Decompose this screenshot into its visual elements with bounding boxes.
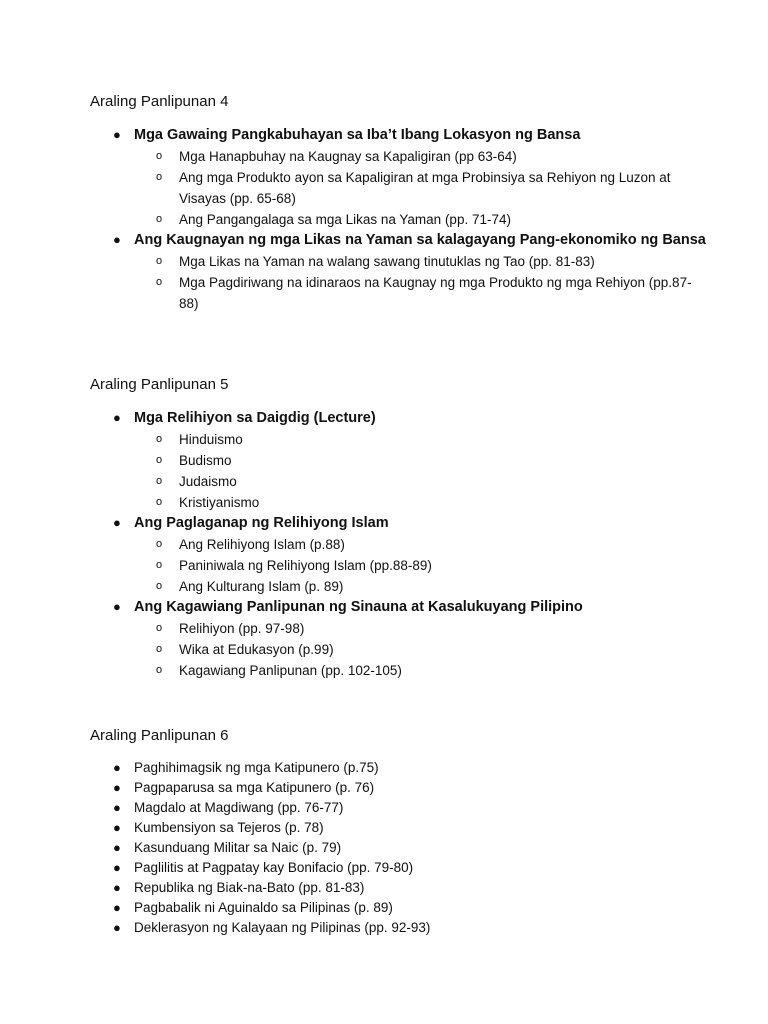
subtopic-label: Judaismo [179, 474, 237, 489]
section-title: Araling Panlipunan 6 [90, 727, 229, 744]
list-item [90, 778, 710, 798]
subtopic-list [134, 251, 710, 314]
circle-bullet-icon: o [156, 664, 163, 676]
bullet-icon: ● [113, 232, 121, 247]
subtopic-item [134, 534, 710, 555]
subtopic-item [134, 209, 710, 230]
subtopic-item [134, 555, 710, 576]
subtopic-item [134, 450, 710, 471]
list-item-label: Paglilitis at Pagpatay kay Bonifacio (pp. 79-80) [134, 860, 414, 875]
list-item [90, 818, 710, 838]
circle-bullet-icon: o [156, 150, 163, 162]
circle-bullet-icon: o [156, 255, 163, 267]
subtopic-item [134, 492, 710, 513]
circle-bullet-icon: o [156, 433, 163, 445]
circle-bullet-icon: o [156, 643, 163, 655]
subtopic-label: Relihiyon (pp. 97-98) [179, 621, 305, 636]
circle-bullet-icon: o [156, 580, 163, 592]
list-item [90, 798, 710, 818]
subtopic-label: Ang mga Produkto ayon sa Kapaligiran at mga Probinsiya sa Rehiyon ng Luzon at Visayas (pp. 65-68) [179, 170, 671, 206]
section-title: Araling Panlipunan 5 [90, 376, 229, 393]
bullet-icon: ● [113, 860, 121, 875]
list-item [90, 858, 710, 878]
subtopic-label: Hinduismo [179, 432, 243, 447]
bullet-icon: ● [113, 880, 121, 895]
list-item-label: Deklerasyon ng Kalayaan ng Pilipinas (pp. 92-93) [134, 920, 431, 935]
subtopic-item [134, 429, 710, 450]
bullet-icon: ● [113, 800, 121, 815]
circle-bullet-icon: o [156, 213, 163, 225]
subtopic-item [134, 618, 710, 639]
topic-item [90, 513, 710, 597]
subtopic-label: Kristiyanismo [179, 495, 260, 510]
list-item-label: Kumbensiyon sa Tejeros (p. 78) [134, 820, 324, 835]
subtopic-item [134, 471, 710, 492]
subtopic-item [134, 146, 710, 167]
topic-list [90, 125, 710, 314]
bullet-icon: ● [113, 920, 121, 935]
subtopic-list [134, 146, 710, 230]
topic-label: Ang Kaugnayan ng mga Likas na Yaman sa kalagayang Pang-ekonomiko ng Bansa [134, 232, 706, 248]
topic-item [90, 408, 710, 513]
subtopic-label: Mga Likas na Yaman na walang sawang tinutuklas ng Tao (pp. 81-83) [179, 254, 595, 269]
circle-bullet-icon: o [156, 559, 163, 571]
topic-label: Ang Paglaganap ng Relihiyong Islam [134, 515, 389, 531]
circle-bullet-icon: o [156, 454, 163, 466]
subtopic-label: Kagawiang Panlipunan (pp. 102-105) [179, 663, 402, 678]
circle-bullet-icon: o [156, 475, 163, 487]
bullet-icon: ● [113, 820, 121, 835]
topic-item [90, 230, 710, 314]
subtopic-item [134, 639, 710, 660]
subtopic-label: Ang Pangangalaga sa mga Likas na Yaman (pp. 71-74) [179, 212, 511, 227]
subtopic-list [134, 534, 710, 597]
subtopic-item [134, 660, 710, 681]
subtopic-list [134, 429, 710, 513]
subtopic-label: Ang Relihiyong Islam (p.88) [179, 537, 345, 552]
circle-bullet-icon: o [156, 171, 163, 183]
subtopic-label: Paniniwala ng Relihiyong Islam (pp.88-89) [179, 558, 432, 573]
list-item [90, 838, 710, 858]
circle-bullet-icon: o [156, 276, 163, 288]
list-item-label: Pagbabalik ni Aguinaldo sa Pilipinas (p. 89) [134, 900, 393, 915]
section-ap4 [90, 92, 710, 314]
subtopic-item [134, 576, 710, 597]
list-item [90, 898, 710, 918]
topic-item [90, 597, 710, 681]
subtopic-item [134, 251, 710, 272]
list-item-label: Kasunduang Militar sa Naic (p. 79) [134, 840, 342, 855]
bullet-icon: ● [113, 410, 121, 425]
bullet-icon: ● [113, 840, 121, 855]
subtopic-label: Mga Pagdiriwang na idinaraos na Kaugnay ng mga Produkto ng mga Rehiyon (pp.87-88) [179, 275, 692, 311]
circle-bullet-icon: o [156, 538, 163, 550]
list-item-label: Pagpaparusa sa mga Katipunero (p. 76) [134, 780, 375, 795]
topic-item [90, 125, 710, 230]
topic-list [90, 758, 710, 938]
subtopic-item [134, 167, 710, 209]
bullet-icon: ● [113, 760, 121, 775]
list-item-label: Magdalo at Magdiwang (pp. 76-77) [134, 800, 344, 815]
subtopic-list [134, 618, 710, 681]
bullet-icon: ● [113, 900, 121, 915]
circle-bullet-icon: o [156, 496, 163, 508]
bullet-icon: ● [113, 127, 121, 142]
subtopic-label: Ang Kulturang Islam (p. 89) [179, 579, 344, 594]
topic-list [90, 408, 710, 681]
subtopic-label: Mga Hanapbuhay na Kaugnay sa Kapaligiran (pp 63-64) [179, 149, 517, 164]
topic-label: Ang Kagawiang Panlipunan ng Sinauna at Kasalukuyang Pilipino [134, 599, 583, 615]
list-item [90, 878, 710, 898]
topic-label: Mga Gawaing Pangkabuhayan sa Iba’t Ibang Lokasyon ng Bansa [134, 127, 581, 143]
bullet-icon: ● [113, 515, 121, 530]
subtopic-label: Wika at Edukasyon (p.99) [179, 642, 334, 657]
list-item-label: Paghihimagsik ng mga Katipunero (p.75) [134, 760, 379, 775]
bullet-icon: ● [113, 780, 121, 795]
list-item-label: Republika ng Biak-na-Bato (pp. 81-83) [134, 880, 365, 895]
list-item [90, 918, 710, 938]
list-item [90, 758, 710, 778]
circle-bullet-icon: o [156, 622, 163, 634]
bullet-icon: ● [113, 599, 121, 614]
section-ap5 [90, 375, 710, 681]
section-title: Araling Panlipunan 4 [90, 93, 229, 110]
subtopic-item [134, 272, 710, 314]
subtopic-label: Budismo [179, 453, 232, 468]
topic-label: Mga Relihiyon sa Daigdig (Lecture) [134, 410, 376, 426]
section-ap6 [90, 726, 710, 938]
